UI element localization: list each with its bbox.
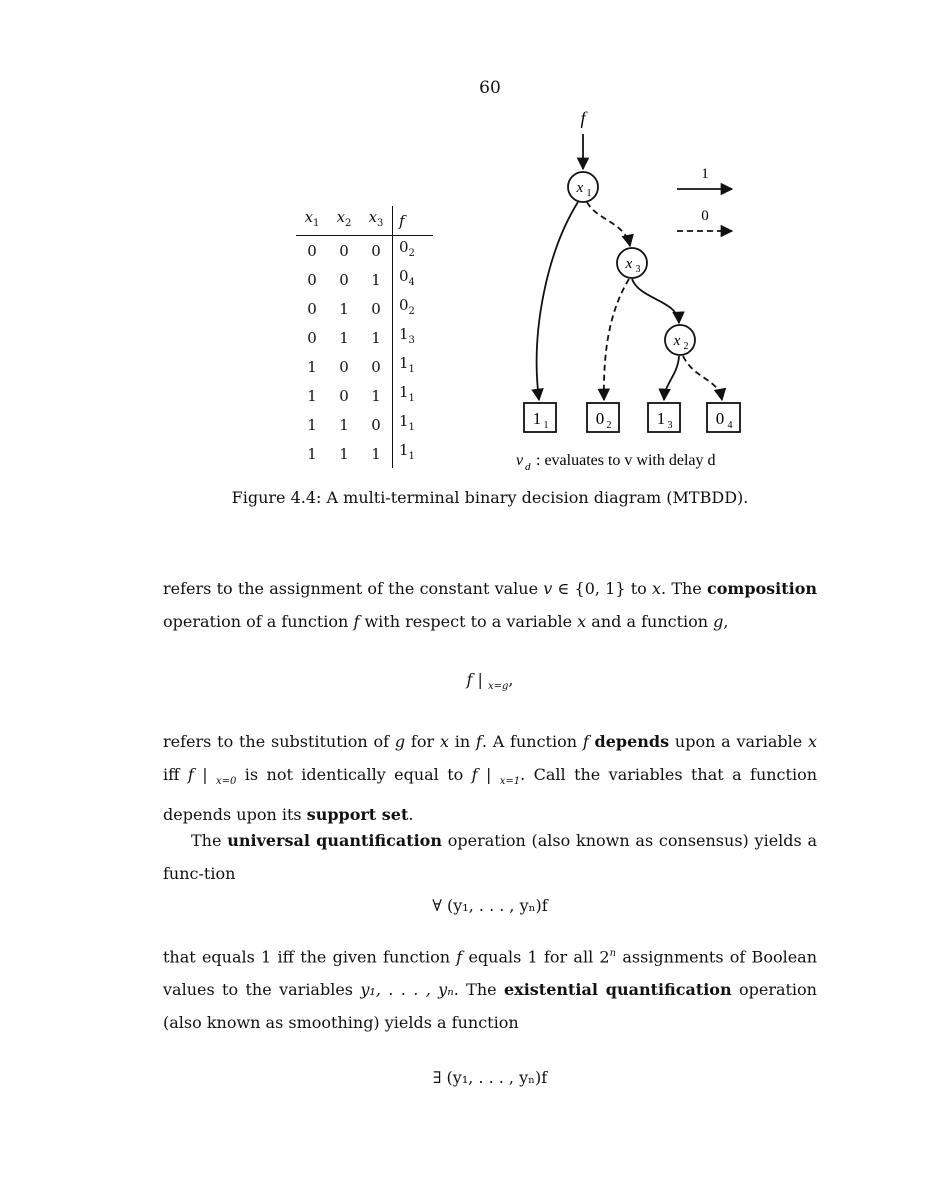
legend-solid-label: 1 (701, 166, 709, 182)
delay-note (516, 452, 716, 473)
cell-x3: 0 (371, 299, 381, 318)
terminal-1-1 (524, 403, 556, 432)
header-x2: $x_2$ (328, 206, 360, 236)
terminal-1-3 (648, 403, 680, 432)
term-support-set: support set (306, 805, 409, 825)
node-x1 (568, 172, 598, 202)
svg-text:4: 4 (727, 420, 733, 431)
cell-f: $1_3$ (393, 323, 434, 352)
cell-x3: 0 (371, 241, 381, 260)
legend (677, 166, 732, 231)
terminal-0-2 (587, 403, 619, 432)
figure-caption: Figure 4.4: A multi-terminal binary decision diagram (MTBDD). (231, 488, 749, 507)
cell-x3: 1 (371, 270, 381, 289)
cell-x2: 0 (339, 386, 349, 405)
cell-f: $0_2$ (393, 236, 434, 266)
svg-text:3: 3 (667, 420, 673, 431)
term-existential-quantification: existential quantification (504, 980, 732, 1000)
edge-x2-t04 (683, 356, 722, 400)
cell-x2: 1 (339, 299, 349, 318)
terminal-0-4 (707, 403, 740, 432)
paragraph-4: that equals 1 iff the given function f equals 1 for all 2$^n$ assignments of Boolean values to the variables y₁, . . . , yₙ. The existential quantification operation (also known as smoothing) yields a function (163, 947, 818, 1033)
mtbdd-diagram (0, 0, 926, 480)
svg-text:x: x (625, 256, 633, 272)
page-number: 60 (479, 78, 501, 98)
cell-f: $1_1$ (393, 352, 434, 381)
cell-x3: 1 (371, 444, 381, 463)
equation-existential: ∃ (y₁, . . . , yₙ)f (432, 1068, 548, 1087)
cell-f: $1_1$ (393, 381, 434, 410)
root-label-f: f (580, 108, 586, 128)
cell-f: $0_2$ (393, 294, 434, 323)
cell-x1: 0 (307, 328, 317, 347)
edge-x1-t11 (537, 202, 578, 400)
edge-x2-t13 (664, 356, 679, 400)
svg-text:v: v (516, 452, 524, 469)
cell-x3: 1 (371, 328, 381, 347)
term-depends: depends (594, 732, 670, 751)
edge-x3-t02 (604, 279, 629, 400)
cell-x2: 1 (339, 415, 349, 434)
cell-f: $1_1$ (393, 410, 434, 439)
paragraph-2: refers to the substitution of g for x in f. A function f depends upon a variable x iff f | $_{x=0}$ is not identically equal to f | $_{x=1}$. Call the variables that a function depends upon its support set. (163, 732, 818, 825)
cell-x2: 0 (339, 357, 349, 376)
svg-text:d: d (525, 461, 531, 473)
svg-text:0: 0 (595, 409, 605, 428)
cell-x2: 1 (339, 444, 349, 463)
svg-text:: evaluates to v with delay d: : evaluates to v with delay d (536, 452, 716, 469)
cell-x3: 0 (371, 415, 381, 434)
svg-text:1: 1 (543, 420, 549, 431)
cell-x2: 1 (339, 328, 349, 347)
paragraph-1: refers to the assignment of the constant value v ∈ {0, 1} to x. The composition operation of a function f with respect to a variable x and a function g, (163, 579, 818, 631)
svg-text:2: 2 (683, 341, 689, 352)
svg-text:1: 1 (586, 188, 592, 199)
svg-text:0: 0 (715, 409, 725, 428)
cell-x1: 1 (307, 444, 317, 463)
cell-x1: 0 (307, 270, 317, 289)
equation-composition: f | $_{x=g}$, (466, 670, 514, 693)
svg-text:2: 2 (606, 420, 612, 431)
term-composition: composition (706, 579, 818, 598)
cell-x1: 1 (307, 415, 317, 434)
term-universal-quantification: universal quantification (227, 831, 442, 850)
legend-dashed-label: 0 (701, 208, 709, 224)
svg-text:3: 3 (635, 264, 641, 275)
node-x3 (617, 248, 647, 278)
node-x2 (665, 325, 695, 355)
edge-x1-x3 (587, 202, 630, 246)
header-x1: $x_1$ (296, 206, 328, 236)
cell-x2: 0 (339, 270, 349, 289)
cell-x2: 0 (339, 241, 349, 260)
edge-x3-x2 (632, 279, 679, 323)
cell-x3: 1 (371, 386, 381, 405)
cell-f: $1_1$ (393, 439, 434, 468)
header-f: f (393, 206, 434, 236)
svg-text:x: x (673, 333, 681, 349)
paragraph-3: The universal quantification operation (also known as consensus) yields a func-tion (163, 831, 818, 883)
cell-x1: 1 (307, 386, 317, 405)
cell-x3: 0 (371, 357, 381, 376)
svg-text:1: 1 (656, 409, 666, 428)
header-x3: $x_3$ (360, 206, 393, 236)
equation-universal: ∀ (y₁, . . . , yₙ)f (432, 896, 548, 915)
cell-x1: 0 (307, 241, 317, 260)
cell-x1: 0 (307, 299, 317, 318)
svg-text:1: 1 (532, 409, 542, 428)
cell-f: $0_4$ (393, 265, 434, 294)
cell-x1: 1 (307, 357, 317, 376)
svg-text:x: x (576, 180, 584, 196)
